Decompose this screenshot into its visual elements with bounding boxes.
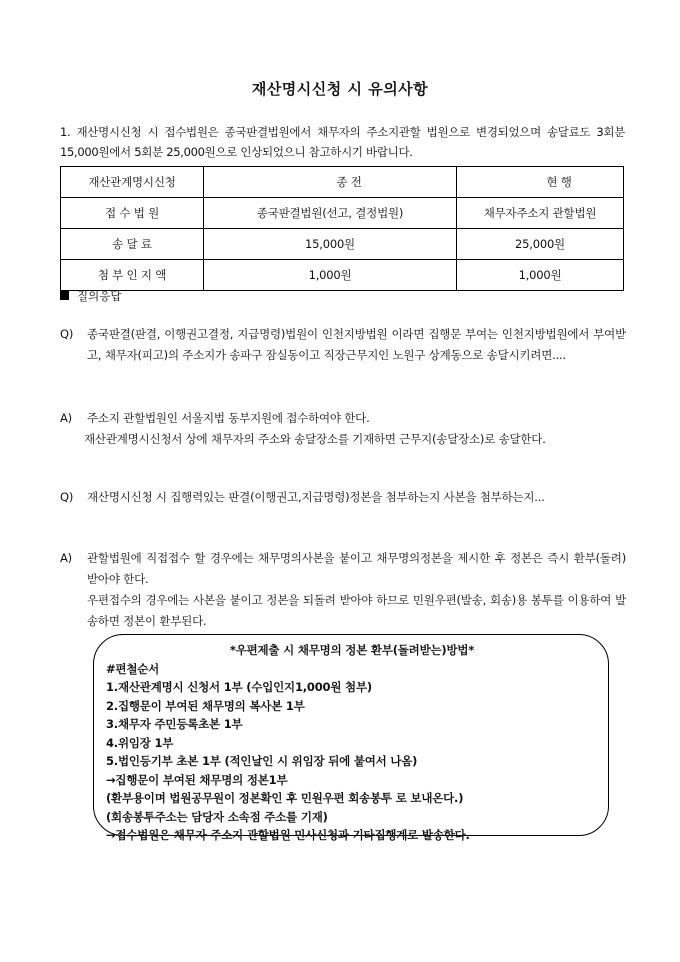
fee-table (60, 166, 624, 291)
box-line: (환부용이며 법원공무원이 정본확인 후 민원우편 회송봉투 로 보내온다.) (106, 791, 464, 805)
qa-label: A) (60, 411, 72, 425)
table-cell: 25,000원 (457, 229, 624, 260)
question-text: 재산명시신청 시 집행력있는 판결(이행권고,지급명령)정본을 첨부하는지 사본을 첨부하는지... (87, 490, 545, 504)
table-cell: 15,000원 (204, 229, 457, 260)
table-header-row (61, 167, 624, 198)
table-row (61, 229, 624, 260)
qa-label: Q) (60, 327, 74, 341)
table-cell: 송 달 료 (61, 229, 204, 260)
question-2 (60, 487, 626, 508)
qa-heading-label: 질의응답 (77, 289, 122, 303)
table-row (61, 198, 624, 229)
answer-1 (60, 408, 626, 450)
answer-text: 관할법원에 직접접수 할 경우에는 채무명의사본을 붙이고 채무명의정본을 제시한 후 정본은 즉시 환부(돌려) 받아야 한다. (87, 551, 626, 586)
box-line: →접수법원은 채무자 주소지 관할법원 민사신청과 기타집행계로 발송한다. (106, 828, 470, 842)
box-line: 4.위임장 1부 (106, 735, 174, 750)
box-line: →집행문이 부여된 채무명의 정본1부 (106, 772, 288, 787)
page-title: 재산명시신청 시 유의사항 (251, 80, 429, 98)
table-header-cell: 재산관계명시신청 (61, 167, 204, 198)
table-cell: 접 수 법 원 (61, 198, 204, 229)
table-header-cell: 현 행 (457, 167, 624, 198)
qa-label: Q) (60, 490, 74, 504)
table-header-cell: 종 전 (204, 167, 457, 198)
box-line: 3.채무자 주민등록초본 1부 (106, 717, 243, 731)
question-text: 종국판결(판결, 이행권고결정, 지급명령)법원이 인천지방법원 이라면 집행문 부여는 인천지방법원에서 부여받고, 채무자(피고)의 주소지가 송파구 잠실동이고 직장근무지인 노원구 상계동으로 송달시키려면.... (87, 327, 626, 362)
answer-continuation: 재산관계명시신청서 상에 채무자의 주소와 송달장소를 기재하면 근무지(송달장소)로 송달한다. (84, 432, 546, 446)
box-line: (회송봉투주소는 담당자 소속점 주소를 기재) (106, 809, 328, 824)
square-bullet-icon (60, 291, 69, 300)
table-row (61, 260, 624, 291)
question-1 (60, 324, 626, 366)
box-line: 2.집행문이 부여된 채무명의 복사본 1부 (106, 698, 305, 713)
table-cell: 채무자주소지 관할법원 (457, 198, 624, 229)
mail-submission-box (93, 634, 609, 842)
box-title: *우편제출 시 채무명의 정본 환부(돌려받는)방법* (229, 643, 475, 657)
box-line: #편철순서 (106, 661, 160, 676)
box-line: 1.재산관계명시 신청서 1부 (수입인지1,000원 첨부) (106, 680, 372, 694)
answer-continuation: 우편접수의 경우에는 사본을 붙이고 정본을 되돌려 받아야 하므로 민원우편(발송, 회송)용 봉투를 이용하여 발송하면 정본이 환부된다. (87, 593, 626, 628)
table-cell: 종국판결법원(선고, 결정법원) (204, 198, 457, 229)
answer-text: 주소지 관할법원인 서울지법 동부지원에 접수하여야 한다. (87, 411, 370, 425)
table-cell: 첨 부 인 지 액 (61, 260, 204, 291)
qa-heading (60, 288, 121, 304)
table-cell: 1,000원 (457, 260, 624, 291)
table-cell: 1,000원 (204, 260, 457, 291)
box-line: 5.법인등기부 초본 1부 (적인날인 시 위임장 뒤에 붙여서 나옴) (106, 754, 418, 768)
qa-label: A) (60, 551, 72, 565)
intro-paragraph: 1. 재산명시신청 시 접수법원은 종국판결법원에서 채무자의 주소지관할 법원으로 변경되었으며 송달료도 3회분15,000원에서 5회분 25,000원으로 인상되었으니 참고하시기 바랍니다. (60, 125, 625, 159)
answer-2 (60, 548, 626, 632)
